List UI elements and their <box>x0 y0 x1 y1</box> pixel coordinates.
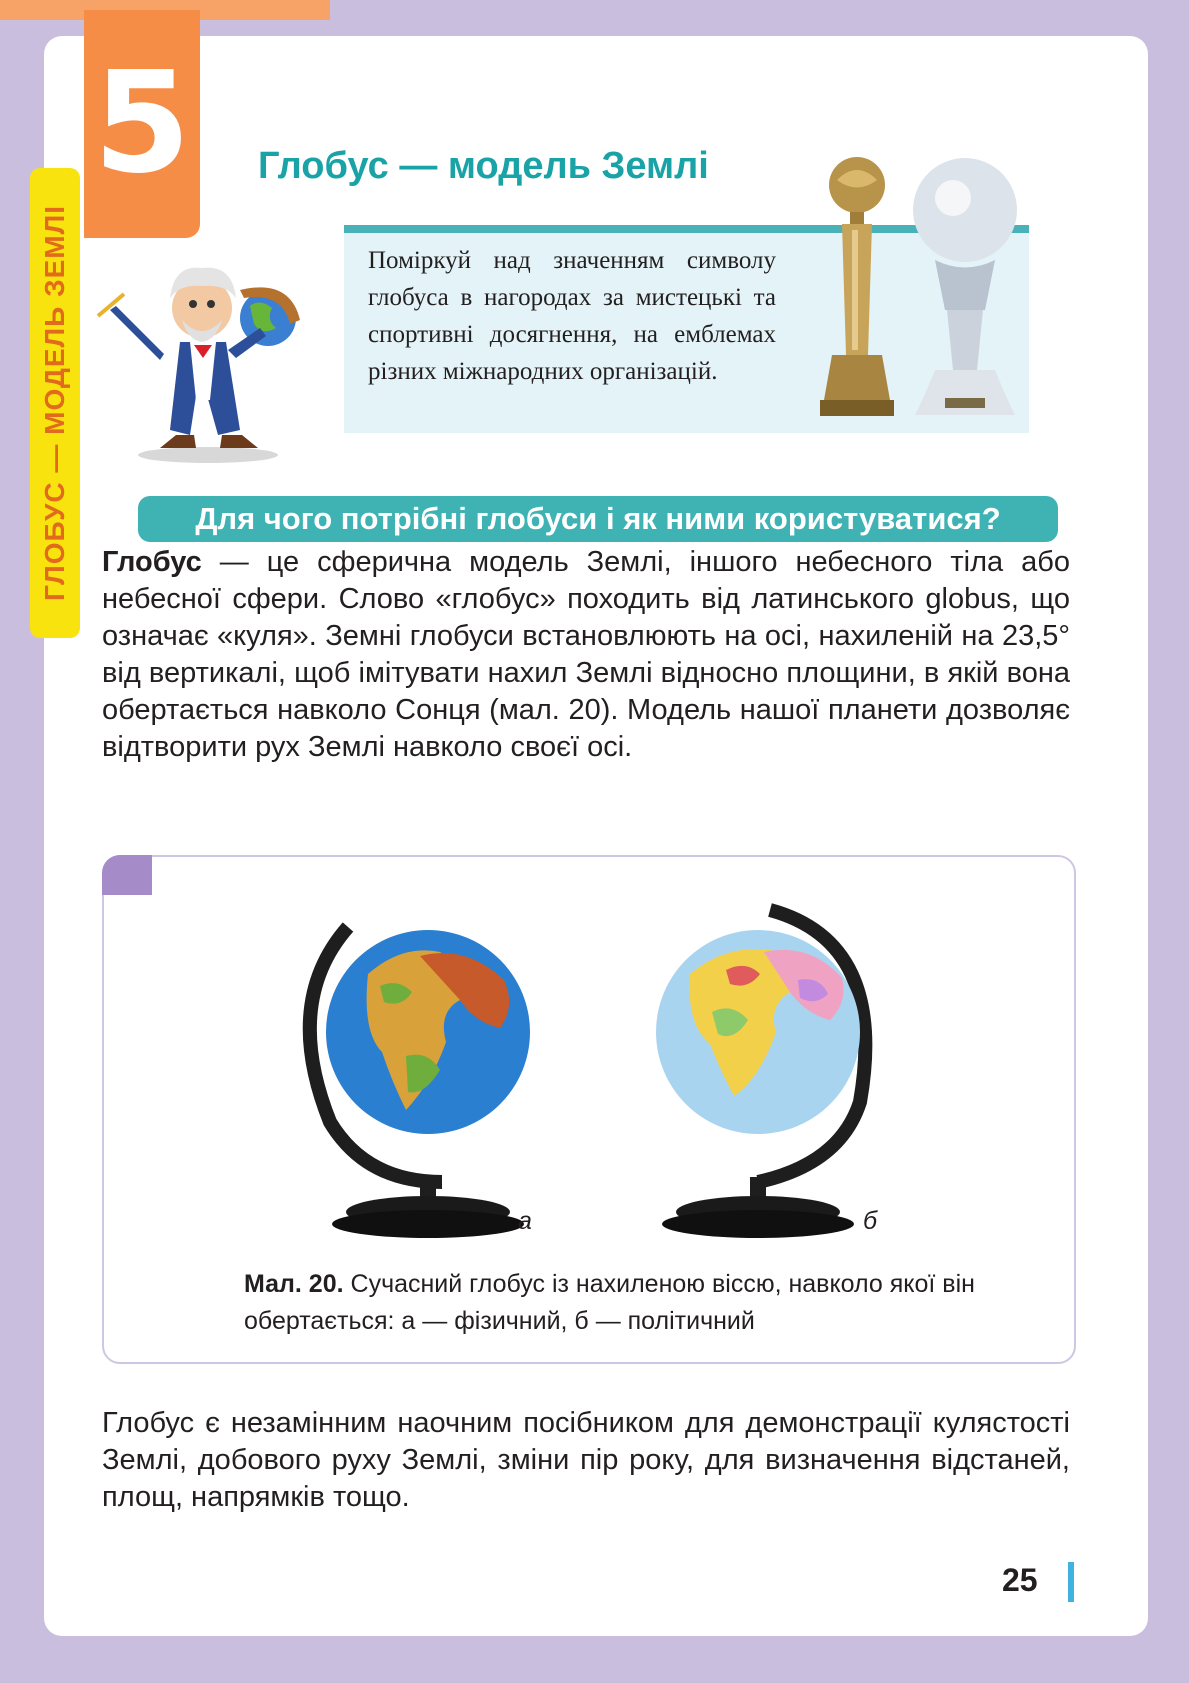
think-box-text: Поміркуй над значенням символу глобуса в нагородах за мистецькі та спортивні досягнення, на емблемах різних міжнародних організацій. <box>368 247 776 385</box>
figure-caption-text: Сучасний глобус із нахиленою віссю, навколо якої він обертається: а — фізичний, б — політичний <box>244 1270 975 1335</box>
section-heading-text: Для чого потрібні глобуси і як ними користуватися? <box>195 501 1001 536</box>
chapter-number: 5 <box>93 42 191 205</box>
political-globe-image <box>630 882 910 1242</box>
silver-trophy-image <box>905 140 1025 425</box>
figure-corner-accent <box>102 855 152 895</box>
closing-paragraph: Глобус є незамінним наочним посібником для демонстрації кулястості Землі, добового руху Землі, зміни пір року, для визначення відстаней, площ, напрямків тощо. <box>102 1407 1070 1513</box>
figure-label-b: б <box>863 1207 878 1235</box>
section-heading <box>138 496 1058 542</box>
page-number-bar <box>1068 1562 1074 1602</box>
scientist-illustration <box>90 250 320 465</box>
body-paragraph-text: — це сферична модель Землі, іншого небесного тіла або небесної сфери. Слово «глобус» походить від латинського globus, що означає «куля». Земні глобуси встановлюють на осі, нахиленій на 23,5° від вертикалі, щоб імітувати нахил Землі відносно площини, в якій вона обертається навколо Сонця (мал. 20). Модель нашої планети дозволяє відтворити рух Землі навколо своєї осі. <box>102 546 1070 763</box>
figure-caption <box>244 1266 1034 1340</box>
lesson-title: Глобус — модель Землі <box>258 145 709 187</box>
term-globe: Глобус <box>102 546 202 578</box>
figure-caption-number: Мал. 20. <box>244 1270 344 1298</box>
page-number: 25 <box>1002 1562 1038 1598</box>
figure-label-a: а <box>518 1207 532 1235</box>
body-paragraph <box>102 544 1070 766</box>
side-tab-label: ГЛОБУС — МОДЕЛЬ ЗЕМЛІ <box>39 204 70 602</box>
physical-globe-image <box>270 882 550 1242</box>
golden-globe-trophy-image <box>812 150 902 425</box>
